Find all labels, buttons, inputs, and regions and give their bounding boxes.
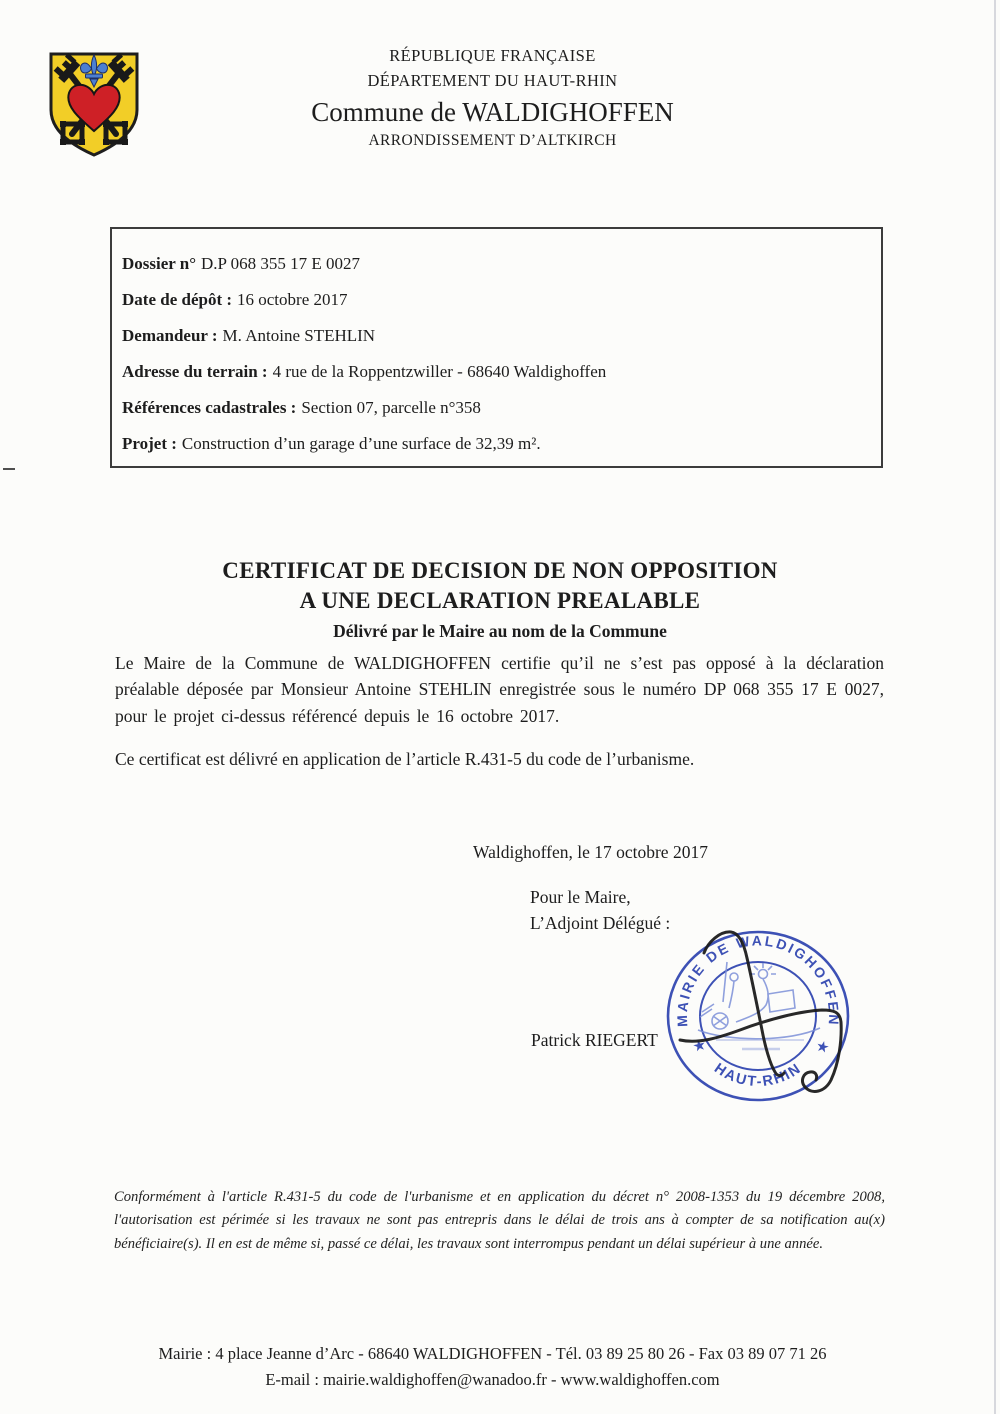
svg-text:HAUT-RHIN bbox=[711, 1060, 805, 1090]
republique-line: RÉPUBLIQUE FRANÇAISE bbox=[389, 46, 596, 65]
adresse-terrain-label: Adresse du terrain : bbox=[122, 362, 268, 381]
stamp-bottom-text: HAUT-RHIN bbox=[711, 1060, 805, 1091]
dossier-number-value: D.P 068 355 17 E 0027 bbox=[201, 254, 361, 273]
dossier-row-date-depot bbox=[122, 289, 869, 311]
margin-dash-artifact bbox=[3, 468, 15, 470]
signatory-name: Patrick RIEGERT bbox=[531, 1030, 658, 1050]
projet-value: Construction d’un garage d’une surface de 32,39 m². bbox=[181, 434, 541, 453]
commune-title: Commune de WALDIGHOFFEN bbox=[311, 97, 674, 127]
footer-address-line: Mairie : 4 place Jeanne d’Arc - 68640 WALDIGHOFFEN - Tél. 03 89 25 80 26 - Fax 03 89 07 71 26 bbox=[158, 1344, 827, 1363]
arrondissement-line: ARRONDISSEMENT D’ALTKIRCH bbox=[368, 132, 617, 149]
references-cadastrales-value: Section 07, parcelle n°358 bbox=[301, 398, 481, 417]
footer-email-line: E-mail : mairie.waldighoffen@wanadoo.fr - www.waldighoffen.com bbox=[265, 1370, 720, 1389]
stamp-center-emblem bbox=[698, 962, 820, 1049]
pour-le-maire-line: Pour le Maire, bbox=[530, 887, 631, 907]
handwritten-signature bbox=[680, 932, 841, 1092]
date-depot-value: 16 octobre 2017 bbox=[237, 290, 348, 309]
departement-line: DÉPARTEMENT DU HAUT-RHIN bbox=[367, 71, 618, 90]
certificate-title-block bbox=[0, 556, 1000, 644]
dossier-row-demandeur bbox=[122, 325, 869, 347]
place-date-line: Waldighoffen, le 17 octobre 2017 bbox=[473, 842, 708, 862]
stamp-left-star-icon: ★ bbox=[691, 1037, 709, 1056]
certificate-title-line1: CERTIFICAT DE DECISION DE NON OPPOSITION bbox=[222, 558, 778, 583]
adresse-terrain-value: 4 rue de la Roppentzwiller - 68640 Waldighoffen bbox=[272, 362, 607, 381]
stamp-right-star-icon: ★ bbox=[814, 1038, 831, 1058]
date-depot-label: Date de dépôt : bbox=[122, 290, 233, 309]
projet-label: Projet : bbox=[122, 434, 177, 453]
adjoint-delegue-line: L’Adjoint Délégué : bbox=[530, 912, 671, 933]
references-cadastrales-label: Références cadastrales : bbox=[122, 398, 297, 417]
demandeur-value: M. Antoine STEHLIN bbox=[222, 326, 376, 345]
demandeur-label: Demandeur : bbox=[122, 326, 218, 345]
scan-edge-artifact bbox=[994, 0, 996, 1414]
dossier-row-references bbox=[122, 397, 869, 419]
dossier-row-numero bbox=[122, 253, 869, 275]
footer-contact-block bbox=[0, 1341, 985, 1393]
certificate-body-paragraph: Le Maire de la Commune de WALDIGHOFFEN certifie qu’il ne s’est pas opposé à la déclaration préalable déposée par Monsieur Antoine STEHLIN enregistrée sous le numéro DP 068 355 17 E 0027, pour le projet ci-dessus référencé depuis le 16 octobre 2017. bbox=[115, 653, 884, 726]
dossier-summary-box bbox=[110, 227, 883, 468]
legal-notice: Conformément à l'article R.431-5 du code de l'urbanisme et en application du décret n° 2008-1353 du 19 décembre 2008, l'autorisation est périmée si les travaux ne sont pas entrepris dans le délai de trois ans à compter de sa notification au(x) bénéficiaire(s). Il en est de même si, passé ce délai, les travaux sont interrompus pendant un délai supérieur à une année. bbox=[114, 1189, 885, 1252]
letterhead bbox=[0, 46, 985, 150]
dossier-row-projet bbox=[122, 433, 869, 455]
stamp-top-text: MAIRIE DE WALDIGHOFFEN bbox=[673, 932, 843, 1028]
certificate-article-paragraph: Ce certificat est délivré en application de l’article R.431-5 du code de l’urbanisme. bbox=[115, 749, 695, 769]
certificate-title-line2: A UNE DECLARATION PREALABLE bbox=[299, 588, 701, 613]
certificate-subtitle: Délivré par le Maire au nom de la Commune bbox=[333, 621, 667, 641]
dossier-row-adresse bbox=[122, 361, 869, 383]
dossier-number-label: Dossier n° bbox=[122, 254, 197, 273]
mairie-round-stamp bbox=[600, 915, 900, 1130]
